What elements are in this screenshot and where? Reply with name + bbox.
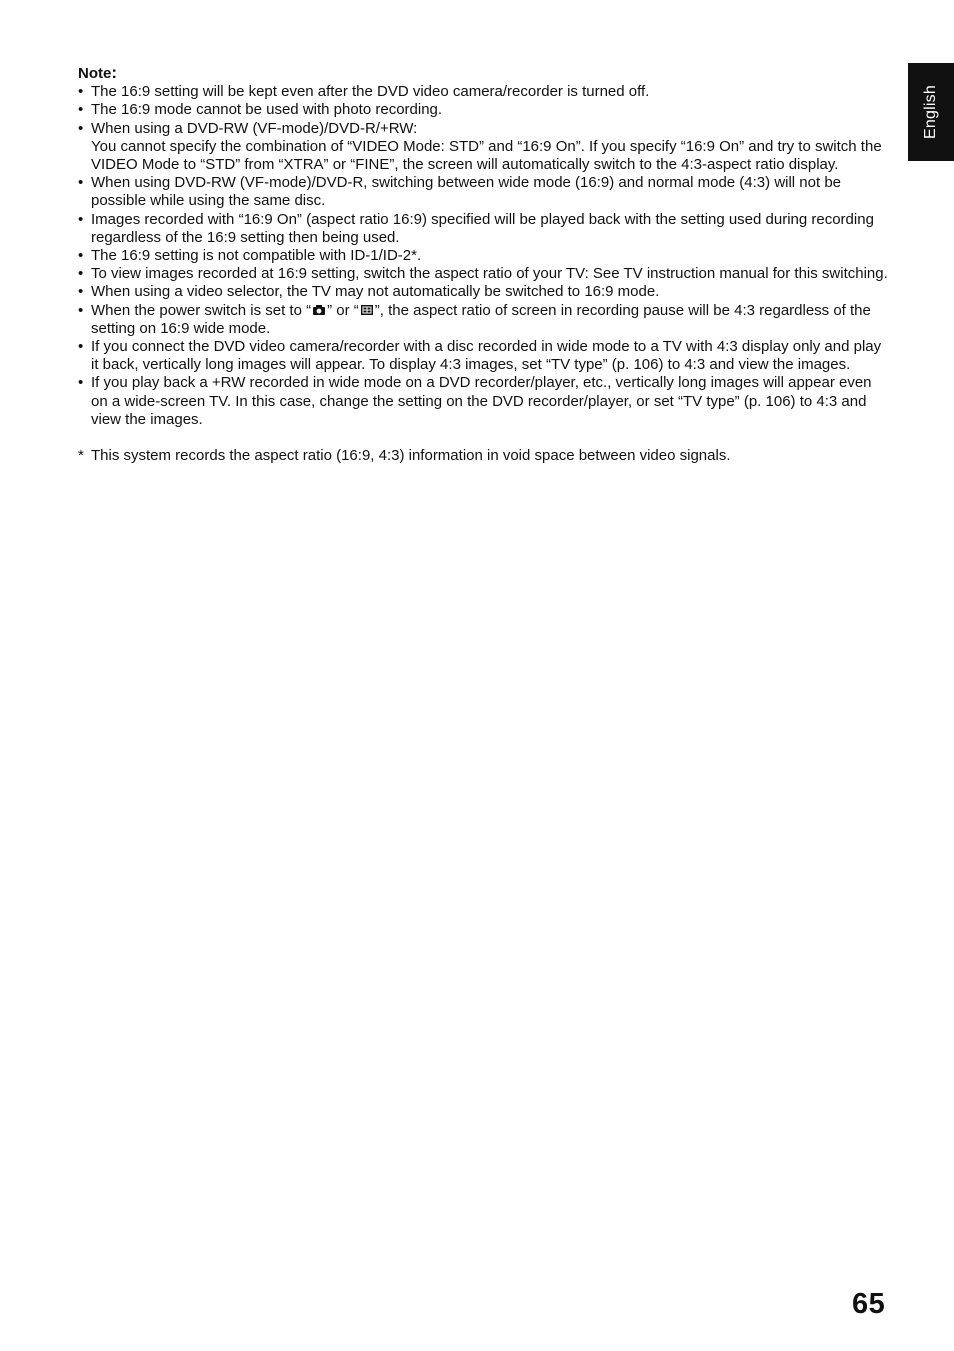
- note-item-text: The 16:9 setting will be kept even after the DVD video camera/recorder is turned off.: [91, 83, 650, 101]
- note-heading-text: Note: [78, 65, 112, 82]
- footnote: [78, 447, 890, 465]
- note-item: [78, 265, 890, 283]
- note-item: [78, 247, 890, 265]
- footnote-text: This system records the aspect ratio (16:9, 4:3) information in void space between video signals.: [91, 447, 731, 465]
- note-item-text: Images recorded with “16:9 On” (aspect ratio 16:9) specified will be played back with the setting used during recording regardless of the 16:9 setting then being used.: [91, 210, 874, 246]
- note-item-text: When using DVD-RW (VF-mode)/DVD-R, switching between wide mode (16:9) and normal mode (4:3) will not be possible while using the same disc.: [91, 174, 842, 210]
- note-item-text: When using a video selector, the TV may not automatically be switched to 16:9 mode.: [91, 283, 660, 301]
- note-item: [78, 101, 890, 119]
- note-item-text: ”, the aspect ratio of screen in recording pause will be 4:3 regardless of the setting on 16:9 wide mode.: [91, 301, 871, 337]
- note-item: [78, 374, 890, 429]
- note-item: [78, 174, 890, 210]
- note-item-text: The 16:9 mode cannot be used with photo recording.: [91, 101, 443, 119]
- note-item: [78, 211, 890, 247]
- note-item-text: The 16:9 setting is not compatible with ID-1/ID-2*.: [91, 247, 422, 265]
- language-tab: [908, 63, 954, 161]
- camera-icon: [312, 304, 326, 316]
- note-item-text: ” or “: [327, 301, 359, 319]
- note-item-text: If you play back a +RW recorded in wide mode on a DVD recorder/player, etc., vertically long images will appear even on a wide-screen TV. In this case, change the setting on the DVD recorder/player, or set “TV type” (p. 106) to 4:3 and view the images.: [91, 374, 872, 428]
- note-item: [78, 283, 890, 301]
- note-item-text: You cannot specify the combination of “VIDEO Mode: STD” and “16:9 On”. If you specify “16:9 On” and try to switch the VIDEO Mode to “STD” from “XTRA” or “FINE”, the screen will automatically switch to the 4:3-aspect ratio display.: [91, 137, 882, 174]
- note-list: [78, 83, 890, 429]
- language-tab-label: English: [922, 85, 939, 139]
- note-item: [78, 338, 890, 374]
- note-heading: [78, 64, 890, 83]
- note-item-text: To view images recorded at 16:9 setting, switch the aspect ratio of your TV: See TV instruction manual for this switching.: [91, 265, 888, 283]
- note-item: [78, 83, 890, 101]
- movie-icon: [360, 304, 374, 316]
- note-item: [78, 302, 890, 338]
- note-item-text: When using a DVD-RW (VF-mode)/DVD-R/+RW:: [91, 119, 418, 137]
- note-item-text: If you connect the DVD video camera/recorder with a disc recorded in wide mode to a TV with 4:3 display only and play it back, vertically long images will appear. To display 4:3 images, set “TV type” (p. 106) to 4:3 and view the images.: [91, 338, 882, 374]
- page-number: 65: [852, 1288, 886, 1320]
- note-item: [78, 120, 890, 175]
- note-item-text: When the power switch is set to “: [91, 301, 312, 319]
- note-heading-colon: :: [111, 63, 118, 82]
- footnote-mark: *: [78, 447, 84, 465]
- note-section: [78, 64, 890, 465]
